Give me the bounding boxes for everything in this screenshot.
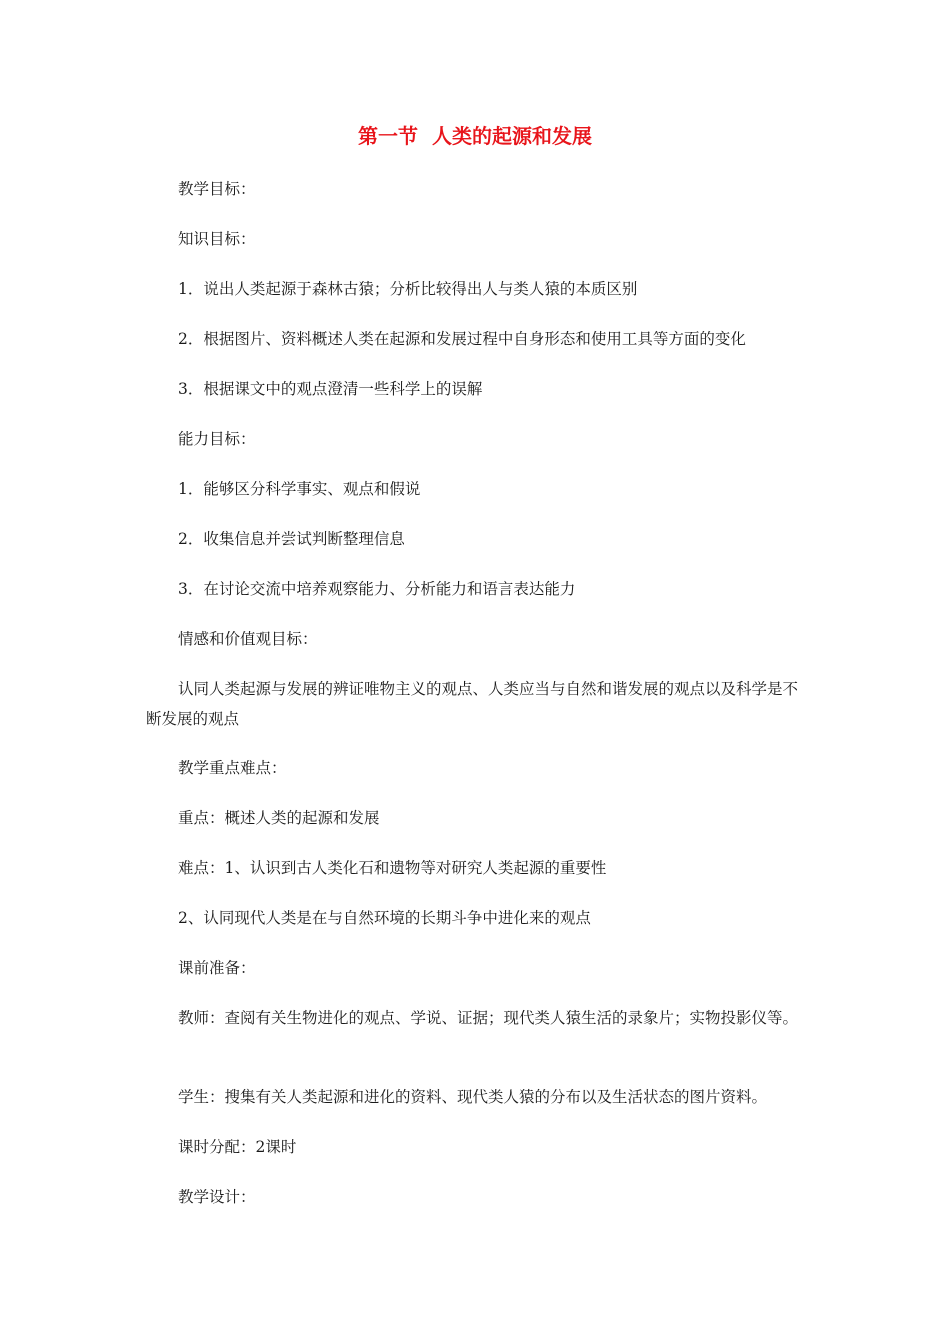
ability-item-2: 2．收集信息并尝试判断整理信息 (178, 530, 405, 548)
knowledge-item-3: 3．根据课文中的观点澄清一些科学上的误解 (178, 380, 483, 398)
ability-item-1: 1．能够区分科学事实、观点和假说 (178, 480, 421, 498)
teacher-preparation-paragraph: 教师：查阅有关生物进化的观点、学说、证据；现代类人猿生活的录象片；实物投影仪等。 (178, 1009, 799, 1027)
ability-item-3: 3．在讨论交流中培养观察能力、分析能力和语言表达能力 (178, 580, 576, 598)
key-points-heading: 教学重点难点： (178, 759, 287, 777)
student-preparation: 学生：搜集有关人类起源和进化的资料、现代类人猿的分布以及生活状态的图片资料。 (178, 1088, 768, 1106)
emotion-goals-heading: 情感和价值观目标： (178, 630, 318, 648)
emotion-goal-paragraph: 认同人类起源与发展的辨证唯物主义的观点、人类应当与自然和谐发展的观点以及科学是不断发展的观点 (146, 680, 799, 728)
design-heading: 教学设计： (178, 1188, 256, 1206)
difficulty-2: 2、认同现代人类是在与自然环境的长期斗争中进化来的观点 (178, 909, 591, 927)
key-point: 重点：概述人类的起源和发展 (178, 809, 380, 827)
teaching-goals-heading: 教学目标： (178, 180, 256, 198)
knowledge-item-2: 2．根据图片、资料概述人类在起源和发展过程中自身形态和使用工具等方面的变化 (178, 330, 746, 348)
class-hours: 课时分配：2课时 (178, 1138, 297, 1156)
ability-goals-heading: 能力目标： (178, 430, 256, 448)
knowledge-goals-heading: 知识目标： (178, 230, 256, 248)
document-title: 第一节 人类的起源和发展 (358, 124, 592, 148)
preparation-heading: 课前准备： (178, 959, 256, 977)
difficulty-1: 难点：1、认识到古人类化石和遗物等对研究人类起源的重要性 (178, 859, 607, 877)
knowledge-item-1: 1．说出人类起源于森林古猿；分析比较得出人与类人猿的本质区别 (178, 280, 638, 298)
